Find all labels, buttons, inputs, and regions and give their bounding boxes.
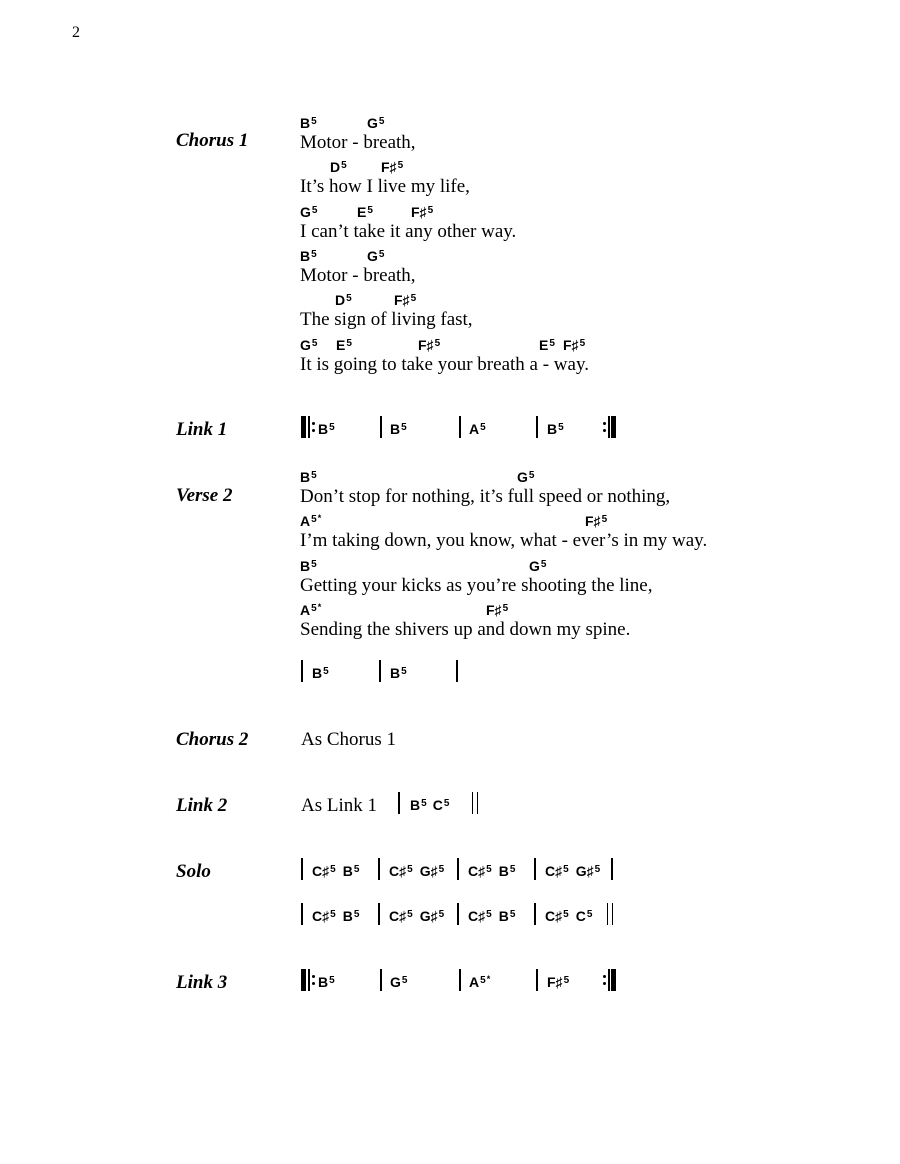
lyric-line: I’m taking down, you know, what - ever’s in my way.: [300, 530, 708, 551]
chord-symbol: F♯$^5$: [394, 292, 417, 308]
chord-symbol: $A^5$: [469, 421, 486, 437]
section-label-link-2: Link 2: [176, 795, 228, 816]
repeat-start-thick-line: [301, 416, 306, 438]
section-label-verse-2: Verse 2: [176, 485, 233, 506]
barline: [398, 792, 400, 814]
repeat-dot: [603, 429, 606, 432]
double-barline: [472, 792, 478, 814]
repeat-dot: [603, 975, 606, 978]
barline: [459, 416, 461, 438]
barline: [378, 858, 380, 880]
chord-symbol: C♯$^5$ G♯$^5$: [389, 908, 445, 924]
chord-symbol: $D^5$: [335, 292, 352, 308]
barline: [459, 969, 461, 991]
barline-end: [611, 858, 613, 880]
chord-symbol: $B^5$: [300, 115, 317, 131]
chord-symbol: $B^5$: [318, 421, 335, 437]
chord-symbol: F♯$^5$: [381, 159, 404, 175]
chord-symbol: C♯$^5$ $B^5$: [468, 908, 516, 924]
barline: [301, 903, 303, 925]
barline: [457, 903, 459, 925]
lyric-line: It is going to take your breath a - way.: [300, 354, 589, 375]
repeat-start-thin-line: [308, 416, 310, 438]
repeat-dot: [312, 422, 315, 425]
lyric-line: Getting your kicks as you’re shooting the line,: [300, 575, 653, 596]
repeat-end-thin-line: [608, 416, 610, 438]
section-label-link-1: Link 1: [176, 419, 228, 440]
chord-symbol: $D^5$: [330, 159, 347, 175]
chord-symbol: $E^5$: [539, 337, 555, 353]
lyric-line: The sign of living fast,: [300, 309, 473, 330]
barline: [379, 660, 381, 682]
barline: [534, 858, 536, 880]
chord-symbol: $G^5$: [367, 248, 385, 264]
chord-symbol: $B^5$: [300, 558, 317, 574]
chord-symbol: $A^{5*}$: [300, 513, 322, 529]
chord-symbol: $B^5$: [318, 974, 335, 990]
chord-symbol: $B^5$: [390, 421, 407, 437]
repeat-start-thick-line: [301, 969, 306, 991]
repeat-end-thick-line: [611, 969, 616, 991]
chord-symbol: $B^5$: [547, 421, 564, 437]
chord-symbol: $G^5$: [390, 974, 408, 990]
chord-symbol: C♯$^5$ $C^5$: [545, 908, 593, 924]
repeat-dot: [312, 975, 315, 978]
chord-symbol: F♯$^5$: [547, 974, 570, 990]
repeat-dot: [312, 982, 315, 985]
as-chorus-1-text: As Chorus 1: [301, 729, 397, 750]
section-label-chorus-1: Chorus 1: [176, 130, 249, 151]
chord-symbol: F♯$^5$: [418, 337, 441, 353]
chord-symbol: $B^5$: [300, 248, 317, 264]
barline: [301, 660, 303, 682]
chord-symbol: C♯$^5$ $B^5$: [468, 863, 516, 879]
barline: [457, 858, 459, 880]
page-number: 2: [72, 24, 80, 41]
repeat-dot: [312, 429, 315, 432]
chord-symbol: $B^5$: [390, 665, 407, 681]
double-barline: [607, 903, 613, 925]
lyric-line: Motor - breath,: [300, 265, 416, 286]
chord-symbol: F♯$^5$: [486, 602, 509, 618]
chord-symbol: $B^5$: [312, 665, 329, 681]
repeat-end-thick-line: [611, 416, 616, 438]
chord-symbol: $E^5$: [357, 204, 373, 220]
chord-symbol: C♯$^5$ $B^5$: [312, 863, 360, 879]
chord-symbol: $A^{5*}$: [469, 974, 491, 990]
repeat-dot: [603, 982, 606, 985]
section-label-solo: Solo: [176, 861, 211, 882]
section-label-chorus-2: Chorus 2: [176, 729, 249, 750]
barline: [536, 969, 538, 991]
chord-symbol: $G^5$: [529, 558, 547, 574]
chord-symbol: C♯$^5$ G♯$^5$: [389, 863, 445, 879]
chord-symbol: $E^5$: [336, 337, 352, 353]
lyric-line: I can’t take it any other way.: [300, 221, 517, 242]
chord-symbol: $G^5$: [300, 204, 318, 220]
chord-symbol: C♯$^5$ $B^5$: [312, 908, 360, 924]
chord-symbol: F♯$^5$: [411, 204, 434, 220]
section-label-link-3: Link 3: [176, 972, 228, 993]
chord-symbol: $A^{5*}$: [300, 602, 322, 618]
chord-symbol: $G^5$: [300, 337, 318, 353]
chord-symbol: $G^5$: [367, 115, 385, 131]
barline: [301, 858, 303, 880]
chord-symbol: C♯$^5$ G♯$^5$: [545, 863, 601, 879]
chord-symbol: $B^5$: [300, 469, 317, 485]
lyric-line: Motor - breath,: [300, 132, 416, 153]
chord-symbol: $G^5$: [517, 469, 535, 485]
chord-symbol: F♯$^5$: [585, 513, 608, 529]
barline: [534, 903, 536, 925]
chord-symbol: $B^5$ $C^5$: [410, 797, 450, 813]
barline: [378, 903, 380, 925]
repeat-dot: [603, 422, 606, 425]
repeat-start-thin-line: [308, 969, 310, 991]
barline: [380, 969, 382, 991]
barline: [536, 416, 538, 438]
lyric-line: It’s how I live my life,: [300, 176, 470, 197]
barline: [380, 416, 382, 438]
lyric-line: Sending the shivers up and down my spine.: [300, 619, 631, 640]
as-link-1-text: As Link 1: [301, 795, 377, 816]
lyric-line: Don’t stop for nothing, it’s full speed or nothing,: [300, 486, 671, 507]
barline: [456, 660, 458, 682]
repeat-end-thin-line: [608, 969, 610, 991]
chord-symbol: F♯$^5$: [563, 337, 586, 353]
